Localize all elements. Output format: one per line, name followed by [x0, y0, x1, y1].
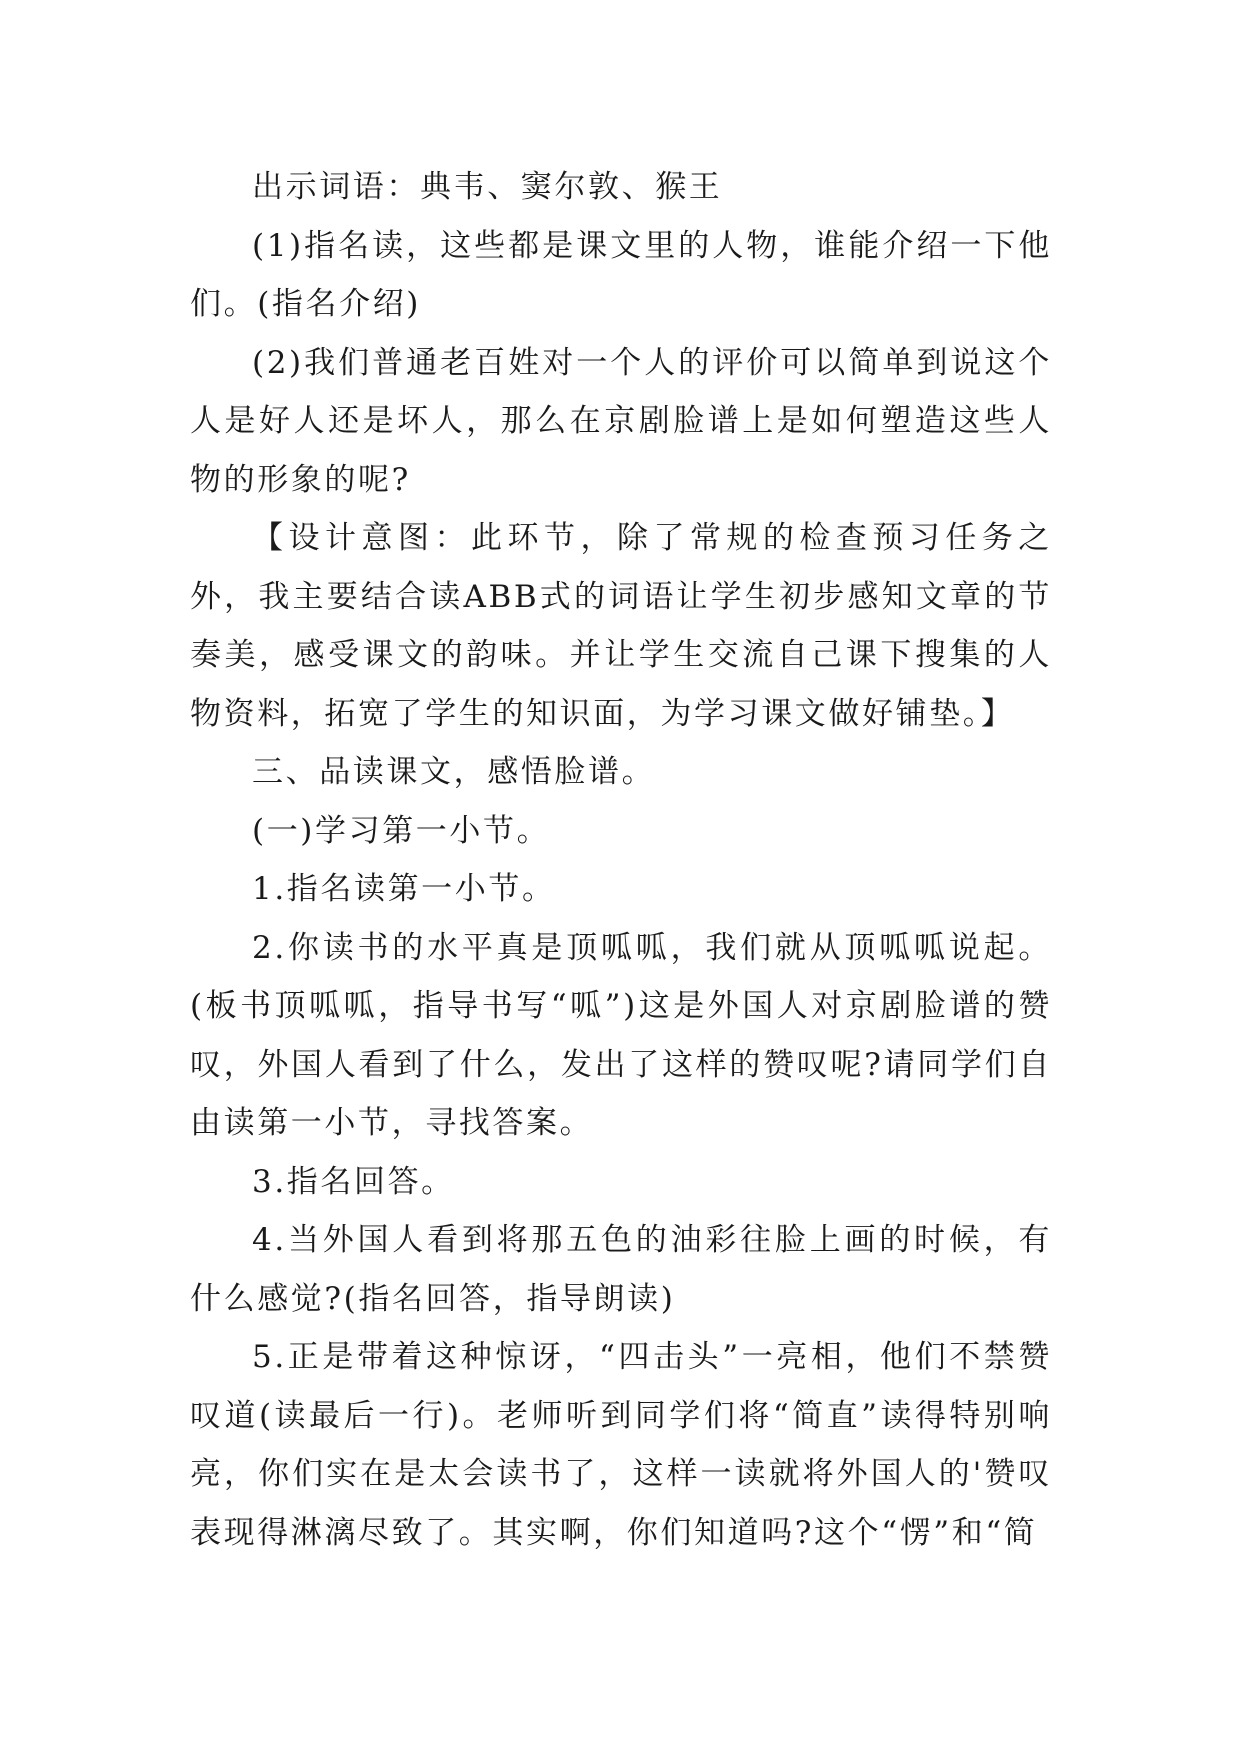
- paragraph-item-1: 1.指名读第一小节。: [252, 871, 556, 907]
- section-heading-3: 三、品读课文，感悟脸谱。: [252, 754, 656, 790]
- paragraph-item-4: 4.当外国人看到将那五色的油彩往脸上画的时候，有什么感觉?(指名回答，指导朗读): [190, 1222, 1052, 1317]
- paragraph-item-3: 3.指名回答。: [252, 1163, 455, 1200]
- paragraph-step-1: (1)指名读，这些都是课文里的人物，谁能介绍一下他们。(指名介绍): [190, 227, 1052, 322]
- paragraph-item-2: 2.你读书的水平真是顶呱呱，我们就从顶呱呱说起。(板书顶呱呱，指导书写“呱”)这是外国人对京剧脸谱的赞叹，外国人看到了什么，发出了这样的赞叹呢?请同学们自由读第一小节，寻找答案。: [190, 929, 1052, 1141]
- document-body: [190, 158, 1052, 1562]
- paragraph-design-intent: 【设计意图：此环节，除了常规的检查预习任务之外，我主要结合读ABB式的词语让学生初步感知文章的节奏美，感受课文的韵味。并让学生交流自己课下搜集的人物资料，拓宽了学生的知识面，为学习课文做好铺垫。】: [190, 520, 1052, 732]
- subsection-heading-1: (一)学习第一小节。: [252, 812, 551, 849]
- paragraph-word-list: 出示词语：典韦、窦尔敦、猴王: [252, 169, 723, 205]
- paragraph-step-2: (2)我们普通老百姓对一个人的评价可以简单到说这个人是好人还是坏人，那么在京剧脸谱上是如何塑造这些人物的形象的呢?: [190, 344, 1052, 498]
- paragraph-item-5: 5.正是带着这种惊讶，“四击头”一亮相，他们不禁赞叹道(读最后一行)。老师听到同学们将“简直”读得特别响亮，你们实在是太会读书了，这样一读就将外国人的'赞叹表现得淋漓尽致了。其实啊，你们知道吗?这个“愣”和“简: [190, 1339, 1052, 1551]
